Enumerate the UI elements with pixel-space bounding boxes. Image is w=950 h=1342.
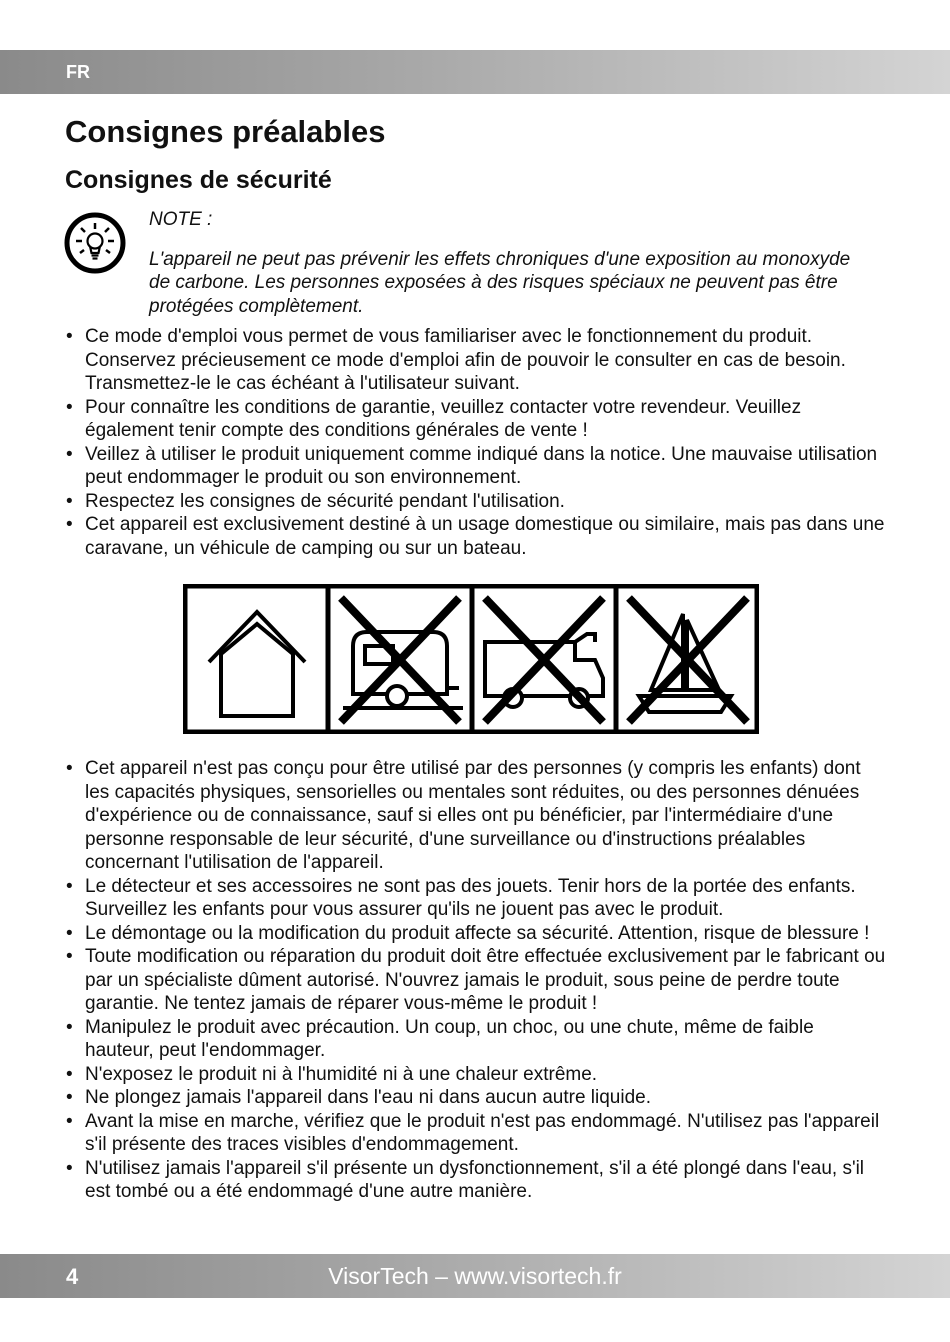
list-item: • Ne plongez jamais l'appareil dans l'eau ni dans aucun autre liquide. <box>66 1086 886 1110</box>
page-number: 4 <box>66 1264 79 1289</box>
list-item: • Respectez les consignes de sécurité pendant l'utilisation. <box>66 490 886 514</box>
safety-list-1 <box>66 325 886 560</box>
house-icon <box>209 612 305 716</box>
list-item: • Avant la mise en marche, vérifiez que le produit n'est pas endommagé. N'utilisez pas l'appareil s'il présente des traces visibles d'endommagement. <box>66 1110 886 1157</box>
list-item: • Manipulez le produit avec précaution. Un coup, un choc, ou une chute, même de faible hauteur, peut l'endommager. <box>66 1016 886 1063</box>
list-item: • Toute modification ou réparation du produit doit être effectuée exclusivement par le fabricant ou par un spécialiste dûment autorisé. N'ouvrez jamais le produit, sous peine de perdre toute garantie. Ne tentez jamais de réparer vous-même le produit ! <box>66 945 886 1016</box>
list-item: • Cet appareil n'est pas conçu pour être utilisé par des personnes (y compris les enfants) dont les capacités physiques, sensorielles ou mentales sont réduites, ou des personnes dénuées d'expérience ou de connaissance, sauf si elles ont pu bénéficier, par l'intermédiaire d'une personne responsable de leur sécurité, d'une surveillance ou d'instructions préalables concernant l'utilisation de l'appareil. <box>66 757 886 875</box>
usage-symbols <box>183 584 759 734</box>
safety-list-2 <box>66 757 886 1204</box>
camper-van-crossed-icon <box>485 598 603 722</box>
list-item: • Veillez à utiliser le produit uniquement comme indiqué dans la notice. Une mauvaise utilisation peut endommager le produit ou son environnement. <box>66 443 886 490</box>
footer-text: VisorTech – www.visortech.fr <box>328 1263 622 1289</box>
list-item: • Ce mode d'emploi vous permet de vous familiariser avec le fonctionnement du produit. Conservez précieusement ce mode d'emploi afin de pouvoir le consulter en cas de besoin. Transmettez-le le cas échéant à l'utilisateur suivant. <box>66 325 886 396</box>
list-item: • Le démontage ou la modification du produit affecte sa sécurité. Attention, risque de blessure ! <box>66 922 886 946</box>
list-item: • Le détecteur et ses accessoires ne sont pas des jouets. Tenir hors de la portée des enfants. Surveillez les enfants pour vous assurer qu'ils ne jouent pas avec le produit. <box>66 875 886 922</box>
note-block <box>149 208 869 318</box>
caravan-crossed-icon <box>341 598 463 722</box>
sailboat-crossed-icon <box>629 598 747 722</box>
note-label: NOTE : <box>149 209 213 230</box>
list-item: • Cet appareil est exclusivement destiné à un usage domestique ou similaire, mais pas dans une caravane, un véhicule de camping ou sur un bateau. <box>66 513 886 560</box>
note-text: L'appareil ne peut pas prévenir les effets chroniques d'une exposition au monoxyde de carbone. Les personnes exposées à des risques spéciaux ne peuvent pas être protégées complètement. <box>149 248 851 317</box>
list-item: • N'utilisez jamais l'appareil s'il présente un dysfonctionnement, s'il a été plongé dans l'eau, s'il est tombé ou a été endommagé d'une autre manière. <box>66 1157 886 1204</box>
list-item: • N'exposez le produit ni à l'humidité ni à une chaleur extrême. <box>66 1063 886 1087</box>
lightbulb-icon <box>63 211 127 275</box>
language-label: FR <box>66 62 90 82</box>
section-title: Consignes de sécurité <box>65 166 332 194</box>
footer-band <box>0 1254 950 1298</box>
list-item: • Pour connaître les conditions de garantie, veuillez contacter votre revendeur. Veuillez également tenir compte des conditions générales de vente ! <box>66 396 886 443</box>
header-band <box>0 50 950 94</box>
page-title: Consignes préalables <box>65 114 386 149</box>
